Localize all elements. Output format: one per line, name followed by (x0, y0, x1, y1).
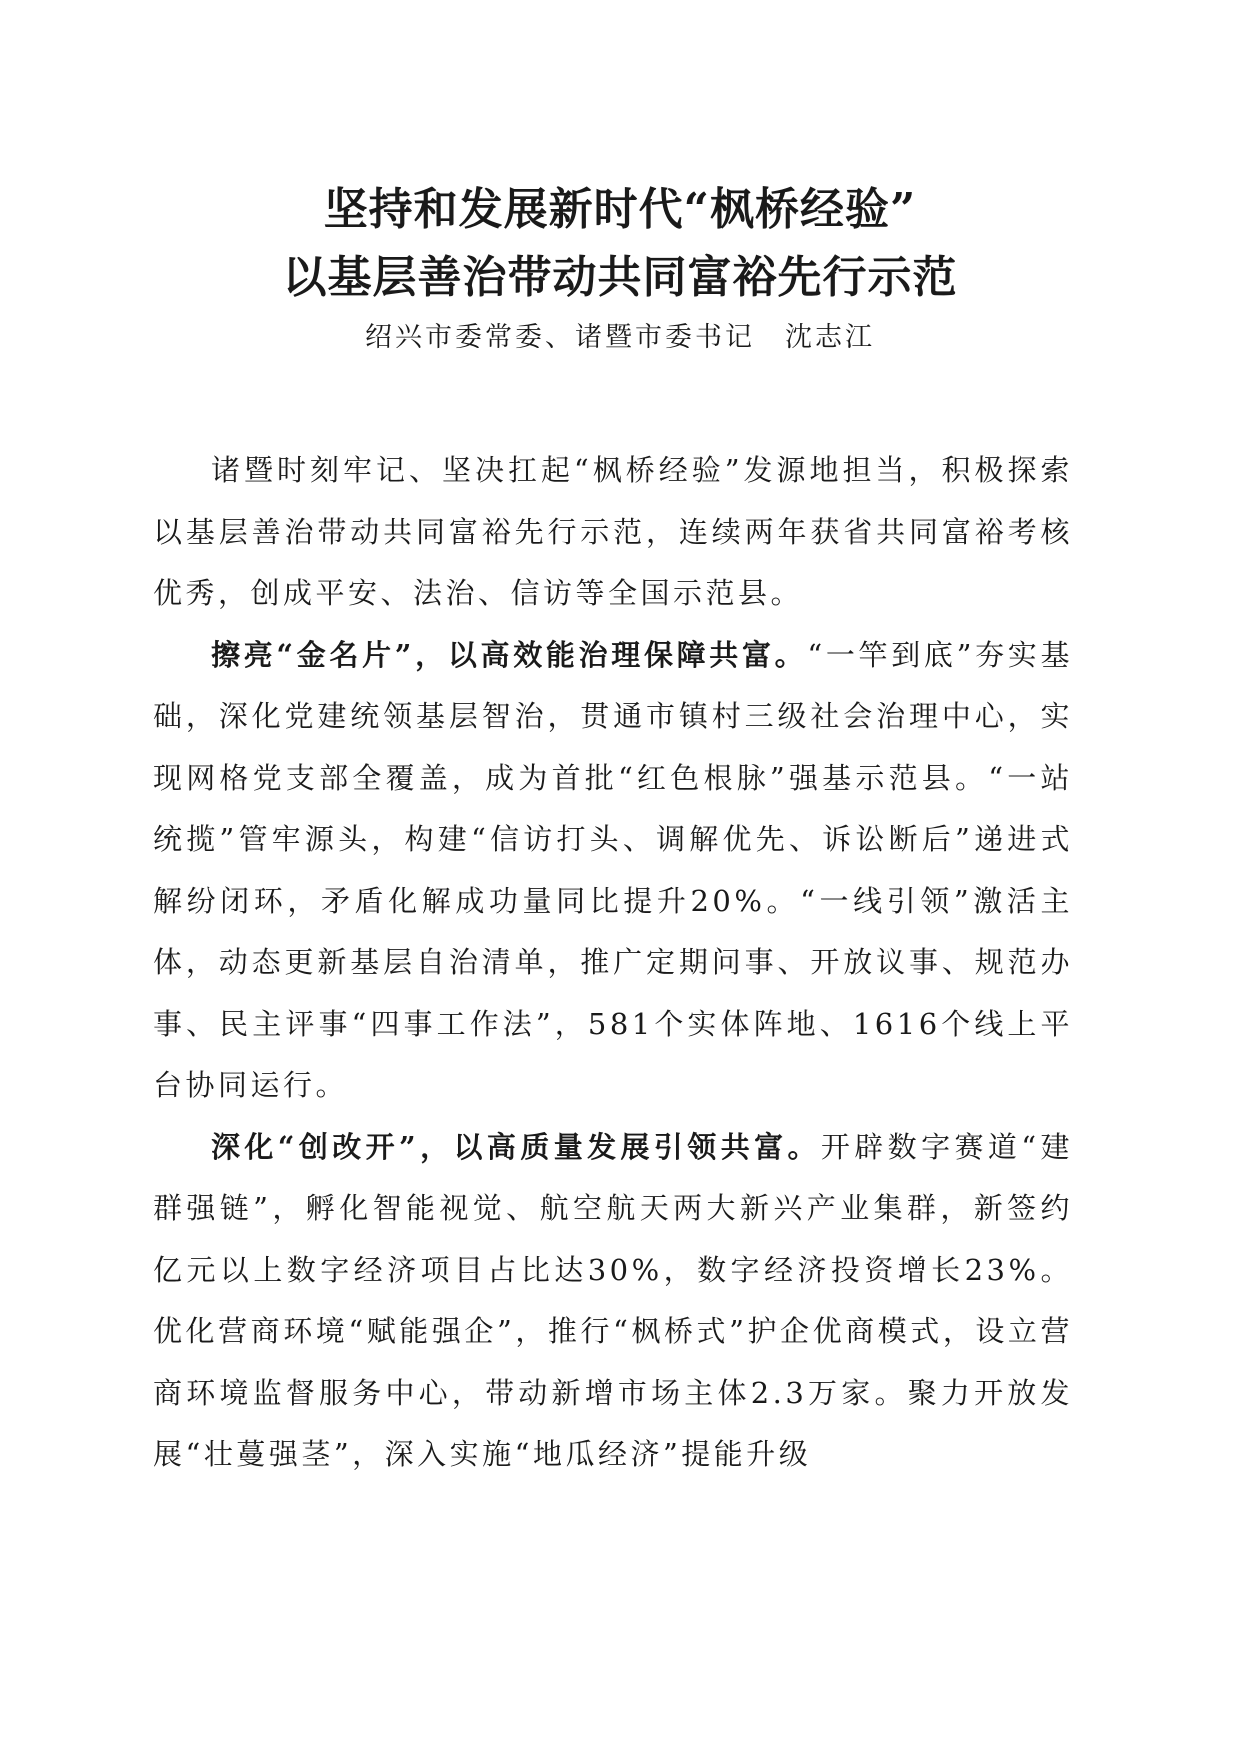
author-name: 沈志江 (785, 322, 875, 353)
paragraph-text: “一竿到底”夯实基础，深化党建统领基层智治，贯通市镇村三级社会治理中心，实现网格党支部全覆盖，成为首批“红色根脉”强基示范县。“一站统揽”管牢源头，构建“信访打头、调解优先、诉讼断后”递进式解纷闭环，矛盾化解成功量同比提升20%。“一线引领”激活主体，动态更新基层自治清单，推广定期问事、开放议事、规范办事、民主评事“四事工作法”，581个实体阵地、1616个线上平台协同运行。 (153, 637, 1073, 1102)
paragraph-heading: 深化“创改开”，以高质量发展引领共富。 (211, 1129, 821, 1164)
author-byline (0, 318, 1240, 358)
paragraph-development (153, 1117, 1073, 1486)
paragraph-governance (153, 625, 1073, 1117)
paragraph-text: 诸暨时刻牢记、坚决扛起“枫桥经验”发源地担当，积极探索以基层善治带动共同富裕先行示范，连续两年获省共同富裕考核优秀，创成平安、法治、信访等全国示范县。 (153, 453, 1073, 610)
paragraph-text: 开辟数字赛道“建群强链”，孵化智能视觉、航空航天两大新兴产业集群，新签约亿元以上数字经济项目占比达30%，数字经济投资增长23%。优化营商环境“赋能强企”，推行“枫桥式”护企优商模式，设立营商环境监督服务中心，带动新增市场主体2.3万家。聚力开放发展“壮蔓强茎”，深入实施“地瓜经济”提能升级 (153, 1129, 1073, 1471)
title-line-1: 坚持和发展新时代“枫桥经验” (323, 184, 917, 235)
title-line-2: 以基层善治带动共同富裕先行示范 (282, 252, 958, 303)
paragraph-intro (153, 440, 1073, 625)
article-body (153, 440, 1073, 1486)
paragraph-heading: 擦亮“金名片”，以高效能治理保障共富。 (211, 637, 808, 672)
author-role: 绍兴市委常委、诸暨市委书记 (365, 322, 755, 353)
